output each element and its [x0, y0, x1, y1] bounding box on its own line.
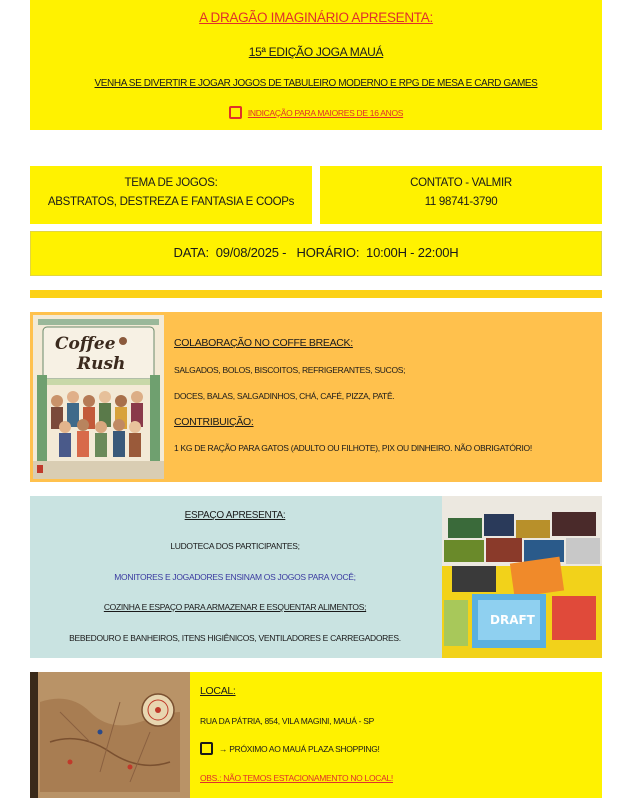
location-checkbox-icon	[200, 742, 213, 755]
event-tagline: VENHA SE DIVERTIR E JOGAR JOGOS DE TABULEIRO MODERNO E RPG DE MESA E CARD GAMES	[94, 78, 538, 89]
age-notice-text: INDICAÇÃO PARA MAIORES DE 16 ANOS	[247, 107, 404, 118]
coffee-break-heading: COLABORAÇÃO NO COFFE BREACK:	[174, 337, 353, 349]
contact-box	[320, 166, 602, 224]
event-title: A DRAGÃO IMAGINÁRIO APRESENTA:	[199, 10, 433, 25]
location-section	[30, 672, 602, 798]
divider-stripe	[30, 290, 602, 298]
coffee-rush-box-art	[33, 315, 164, 479]
space-heading: ESPAÇO APRESENTA:	[184, 510, 286, 521]
board-games-photo	[442, 496, 602, 658]
header-banner	[30, 0, 602, 130]
location-note	[200, 743, 380, 756]
space-item-4: BEBEDOURO E BANHEIROS, ITENS HIGIÊNICOS, VENTILADORES E CARREGADORES.	[69, 633, 401, 643]
contribution-text: 1 KG DE RAÇÃO PARA GATOS (ADULTO OU FILHOTE), PIX OU DINHEIRO. NÃO OBRIGATÓRIO!	[174, 443, 532, 453]
space-item-3: COZINHA E ESPAÇO PARA ARMAZENAR E ESQUENTAR ALIMENTOS;	[103, 602, 367, 612]
age-notice	[30, 107, 602, 120]
date-time-bar	[30, 231, 602, 276]
age-checkbox-icon	[229, 106, 242, 119]
edition-title: 15ª EDIÇÃO JOGA MAUÁ	[248, 45, 384, 59]
location-address: RUA DA PÁTRIA, 854, VILA MAGINI, MAUÁ - SP	[200, 716, 374, 726]
coffee-logo-word-2: Rush	[77, 354, 126, 374]
board-games-illustration	[442, 496, 602, 658]
coffee-break-section	[30, 312, 602, 482]
theme-value: ABSTRATOS, DESTREZA E FANTASIA E COOPs	[47, 196, 295, 208]
theme-box	[30, 166, 312, 224]
space-item-2: MONITORES E JOGADORES ENSINAM OS JOGOS PARA VOCÊ;	[114, 572, 356, 582]
contribution-heading: CONTRIBUIÇÃO:	[174, 416, 254, 428]
space-section	[30, 496, 602, 658]
parking-notice: OBS.: NÃO TEMOS ESTACIONAMENTO NO LOCAL!	[200, 773, 393, 783]
date-time-text: DATA: 09/08/2025 - HORÁRIO: 10:00H - 22:00H	[173, 245, 459, 260]
map-illustration	[30, 672, 190, 798]
theme-label: TEMA DE JOGOS:	[124, 177, 218, 189]
contact-phone[interactable]: 11 98741-3790	[424, 196, 498, 208]
svg-text:DRAFT: DRAFT	[490, 613, 535, 627]
map-board-image	[30, 672, 190, 798]
coffee-break-items-2: DOCES, BALAS, SALGADINHOS, CHÁ, CAFÉ, PIZZA, PATÊ.	[174, 391, 395, 401]
coffee-break-items-1: SALGADOS, BOLOS, BISCOITOS, REFRIGERANTES, SUCOS;	[174, 365, 406, 375]
coffee-logo-word-1: Coffee	[55, 334, 116, 354]
space-item-1: LUDOTECA DOS PARTICIPANTES;	[170, 541, 300, 551]
location-heading: LOCAL:	[200, 685, 236, 697]
coffee-rush-illustration	[33, 315, 164, 479]
contact-label: CONTATO - VALMIR	[410, 177, 512, 189]
location-note-text: → PRÓXIMO AO MAUÁ PLAZA SHOPPING!	[219, 743, 380, 754]
